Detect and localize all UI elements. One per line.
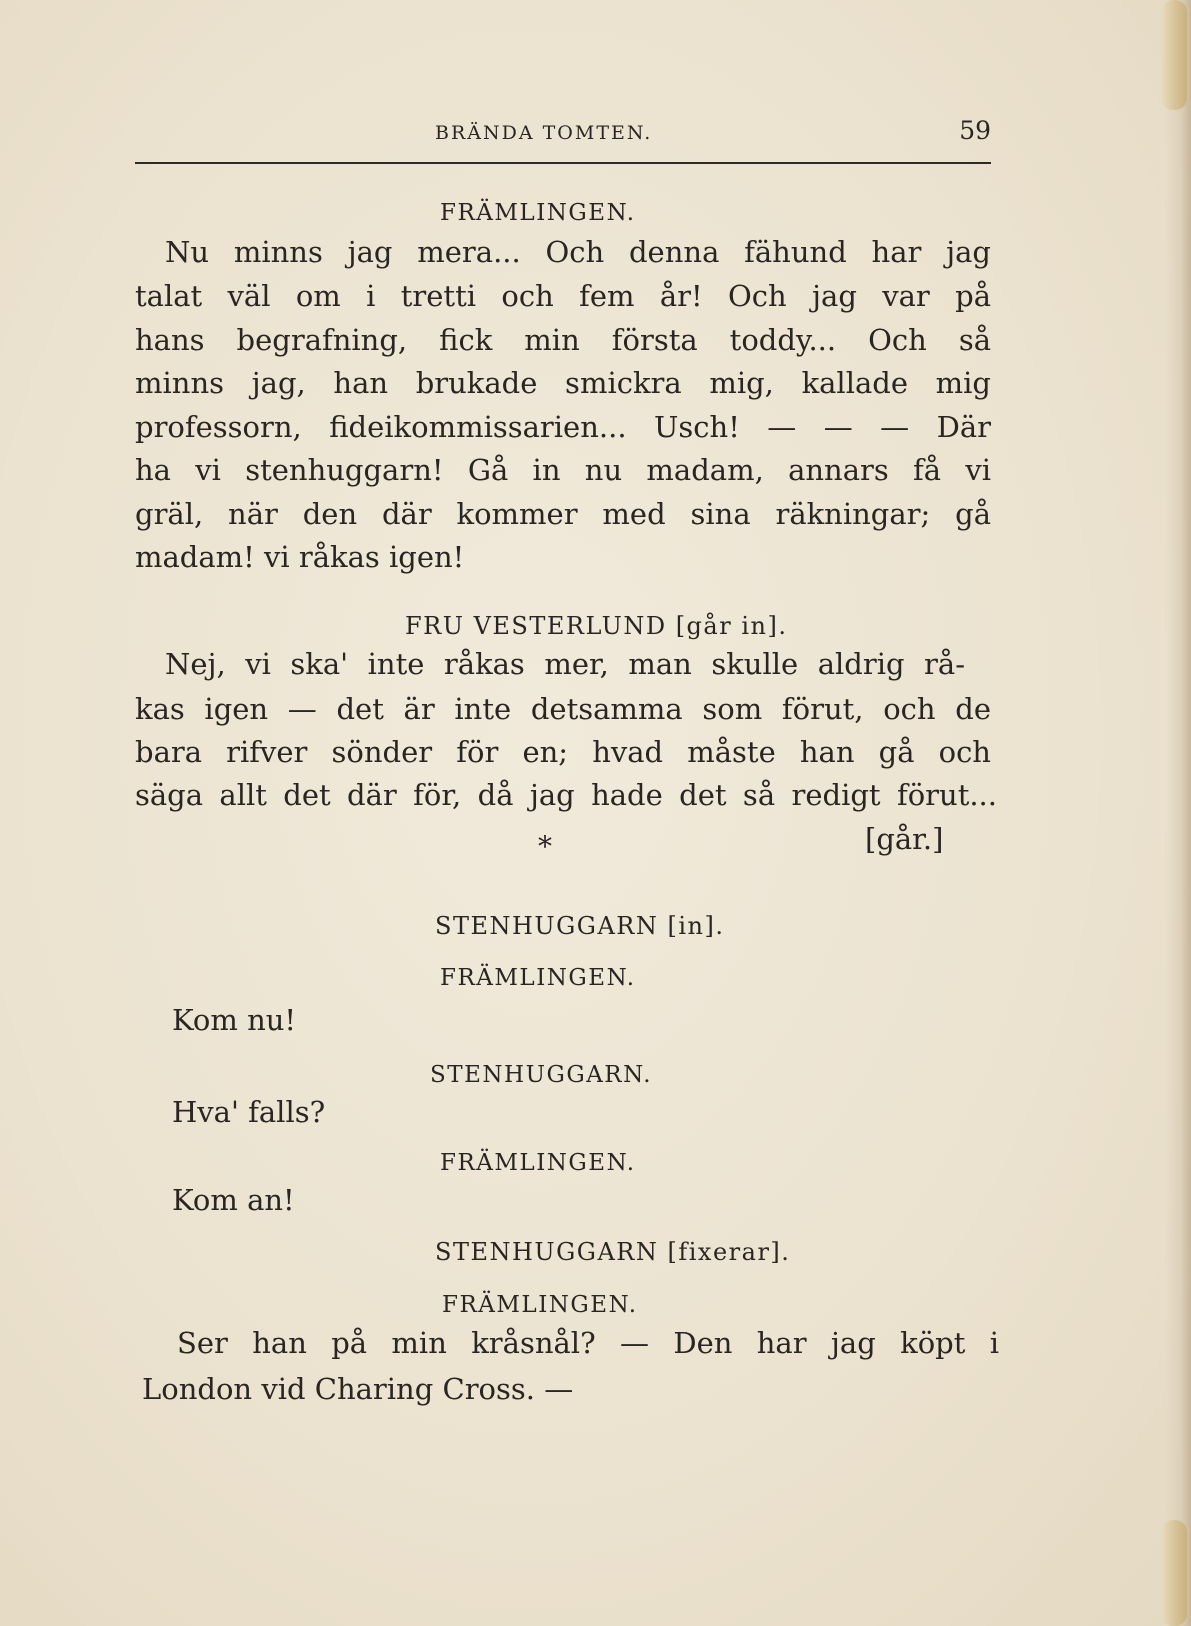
text-line: säga allt det där för, då jag hade det så redigt förut...	[135, 778, 997, 812]
page-header	[135, 114, 991, 154]
page-tab-bottom	[1161, 1520, 1187, 1626]
speaker-heading: FRÄMLINGEN.	[440, 1150, 636, 1176]
running-title: BRÄNDA TOMTEN.	[435, 122, 653, 144]
text-line: talat väl om i tretti och fem år! Och jag var på	[135, 279, 991, 313]
stage-direction: [går.]	[865, 822, 944, 856]
dialogue-line: Kom an!	[172, 1183, 295, 1217]
page-edge-shadow	[1165, 0, 1191, 1626]
asterisk-mark: *	[538, 830, 552, 863]
text-line: Nej, vi ska' inte råkas mer, man skulle aldrig rå-	[165, 647, 965, 681]
speaker-heading: FRU VESTERLUND [går in].	[405, 612, 788, 640]
text-line: minns jag, han brukade smickra mig, kallade mig	[135, 366, 991, 400]
text-line: London vid Charing Cross. —	[142, 1372, 574, 1406]
text-line: Ser han på min kråsnål? — Den har jag köpt i	[177, 1326, 999, 1360]
text-line: madam! vi råkas igen!	[135, 540, 465, 574]
text-line: bara rifver sönder för en; hvad måste han gå och	[135, 735, 991, 769]
text-line: kas igen — det är inte detsamma som förut, och de	[135, 692, 991, 726]
page-tab-top	[1161, 0, 1187, 110]
header-rule	[135, 162, 991, 164]
text-line: professorn, fideikommissarien... Usch! — — — Där	[135, 410, 991, 444]
dialogue-line: Kom nu!	[172, 1003, 297, 1037]
speaker-heading: FRÄMLINGEN.	[440, 200, 636, 226]
page-number: 59	[959, 116, 991, 145]
speaker-heading: STENHUGGARN.	[430, 1062, 653, 1088]
text-line: gräl, när den där kommer med sina räkningar; gå	[135, 497, 991, 531]
speaker-heading: STENHUGGARN [fixerar].	[435, 1238, 791, 1266]
text-line: Nu minns jag mera... Och denna fähund har jag	[165, 235, 991, 269]
speaker-heading: FRÄMLINGEN.	[440, 965, 636, 991]
speaker-heading: STENHUGGARN [in].	[435, 912, 725, 940]
text-line: hans begrafning, fick min första toddy... Och så	[135, 323, 991, 357]
text-line: ha vi stenhuggarn! Gå in nu madam, annars få vi	[135, 453, 991, 487]
speaker-heading: FRÄMLINGEN.	[442, 1292, 638, 1318]
dialogue-line: Hva' falls?	[172, 1095, 326, 1129]
